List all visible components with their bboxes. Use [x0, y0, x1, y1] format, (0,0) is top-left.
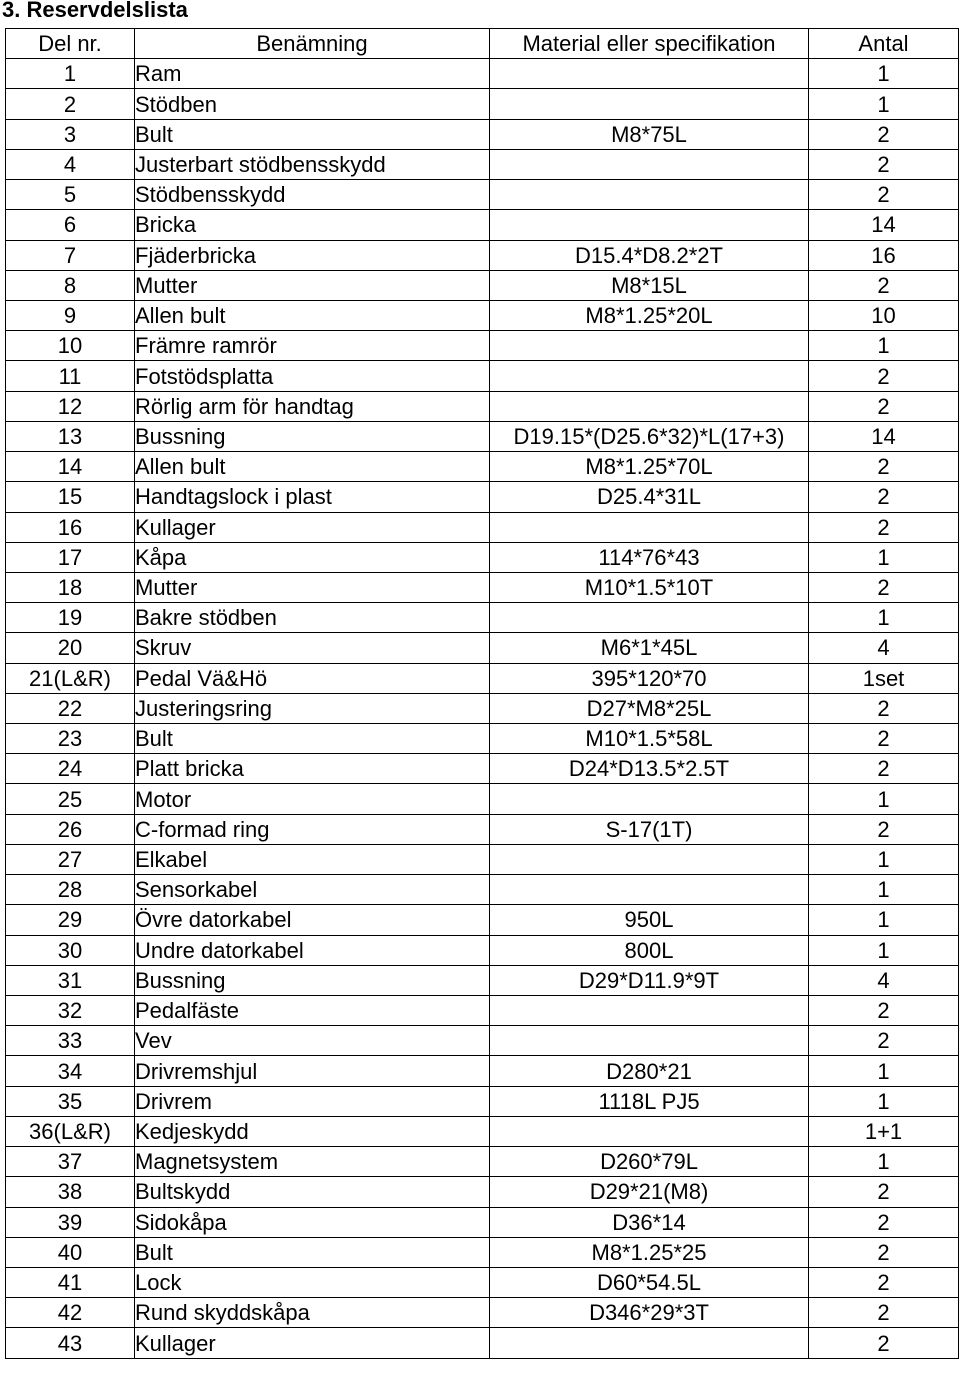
quantity-cell: 1	[809, 875, 959, 905]
part-name-cell: Lock	[135, 1267, 490, 1297]
quantity-cell: 2	[809, 119, 959, 149]
part-number-cell: 32	[6, 996, 135, 1026]
table-row	[6, 935, 959, 965]
material-cell: D27*M8*25L	[490, 693, 809, 723]
table-row	[6, 905, 959, 935]
table-row	[6, 663, 959, 693]
part-number-cell: 21(L&R)	[6, 663, 135, 693]
quantity-cell: 1	[809, 1056, 959, 1086]
table-row	[6, 1116, 959, 1146]
part-number-cell: 17	[6, 542, 135, 572]
quantity-cell: 2	[809, 724, 959, 754]
part-name-cell: Kullager	[135, 512, 490, 542]
part-name-cell: Allen bult	[135, 300, 490, 330]
material-cell: D280*21	[490, 1056, 809, 1086]
table-row	[6, 572, 959, 602]
part-name-cell: C-formad ring	[135, 814, 490, 844]
material-cell: 1118L PJ5	[490, 1086, 809, 1116]
part-name-cell: Bakre stödben	[135, 603, 490, 633]
part-number-cell: 20	[6, 633, 135, 663]
part-number-cell: 13	[6, 421, 135, 451]
part-name-cell: Sidokåpa	[135, 1207, 490, 1237]
part-number-cell: 19	[6, 603, 135, 633]
quantity-cell: 2	[809, 452, 959, 482]
part-name-cell: Stödbensskydd	[135, 180, 490, 210]
table-row	[6, 1328, 959, 1358]
part-number-cell: 3	[6, 119, 135, 149]
part-number-cell: 2	[6, 89, 135, 119]
parts-table-body	[6, 59, 959, 1358]
part-name-cell: Justerbart stödbensskydd	[135, 149, 490, 179]
table-row	[6, 210, 959, 240]
part-number-cell: 39	[6, 1207, 135, 1237]
table-row	[6, 965, 959, 995]
quantity-cell: 2	[809, 1328, 959, 1358]
table-row	[6, 59, 959, 89]
spare-parts-table	[5, 28, 959, 1359]
part-name-cell: Övre datorkabel	[135, 905, 490, 935]
part-name-cell: Rund skyddskåpa	[135, 1298, 490, 1328]
material-cell: 800L	[490, 935, 809, 965]
part-name-cell: Fjäderbricka	[135, 240, 490, 270]
part-number-cell: 42	[6, 1298, 135, 1328]
part-number-cell: 28	[6, 875, 135, 905]
material-cell: M8*1.25*20L	[490, 300, 809, 330]
table-row	[6, 452, 959, 482]
material-cell: D260*79L	[490, 1147, 809, 1177]
part-number-cell: 35	[6, 1086, 135, 1116]
quantity-cell: 14	[809, 210, 959, 240]
material-cell	[490, 996, 809, 1026]
part-number-cell: 38	[6, 1177, 135, 1207]
column-header-part-number: Del nr.	[6, 29, 135, 59]
part-name-cell: Bult	[135, 119, 490, 149]
material-cell: M8*15L	[490, 270, 809, 300]
material-cell	[490, 512, 809, 542]
table-row	[6, 603, 959, 633]
part-name-cell: Kåpa	[135, 542, 490, 572]
material-cell: D24*D13.5*2.5T	[490, 754, 809, 784]
table-row	[6, 119, 959, 149]
part-number-cell: 43	[6, 1328, 135, 1358]
part-number-cell: 33	[6, 1026, 135, 1056]
material-cell: 395*120*70	[490, 663, 809, 693]
header-row	[6, 29, 959, 59]
column-header-name: Benämning	[135, 29, 490, 59]
table-row	[6, 1056, 959, 1086]
material-cell	[490, 784, 809, 814]
quantity-cell: 1	[809, 1147, 959, 1177]
quantity-cell: 2	[809, 1207, 959, 1237]
part-number-cell: 4	[6, 149, 135, 179]
quantity-cell: 2	[809, 361, 959, 391]
part-number-cell: 1	[6, 59, 135, 89]
quantity-cell: 1	[809, 1086, 959, 1116]
page-heading: 3. Reservdelslista	[2, 0, 188, 22]
table-row	[6, 844, 959, 874]
material-cell: D19.15*(D25.6*32)*L(17+3)	[490, 421, 809, 451]
material-cell	[490, 59, 809, 89]
quantity-cell: 2	[809, 1237, 959, 1267]
material-cell	[490, 1026, 809, 1056]
table-row	[6, 784, 959, 814]
part-number-cell: 11	[6, 361, 135, 391]
part-name-cell: Magnetsystem	[135, 1147, 490, 1177]
table-row	[6, 754, 959, 784]
material-cell: D29*21(M8)	[490, 1177, 809, 1207]
quantity-cell: 16	[809, 240, 959, 270]
quantity-cell: 2	[809, 1177, 959, 1207]
part-name-cell: Motor	[135, 784, 490, 814]
part-name-cell: Bultskydd	[135, 1177, 490, 1207]
part-name-cell: Kedjeskydd	[135, 1116, 490, 1146]
part-number-cell: 34	[6, 1056, 135, 1086]
quantity-cell: 1	[809, 935, 959, 965]
part-name-cell: Kullager	[135, 1328, 490, 1358]
table-row	[6, 1207, 959, 1237]
quantity-cell: 2	[809, 814, 959, 844]
material-cell: D346*29*3T	[490, 1298, 809, 1328]
quantity-cell: 1set	[809, 663, 959, 693]
part-name-cell: Fotstödsplatta	[135, 361, 490, 391]
quantity-cell: 2	[809, 512, 959, 542]
part-name-cell: Stödben	[135, 89, 490, 119]
table-row	[6, 180, 959, 210]
part-number-cell: 41	[6, 1267, 135, 1297]
quantity-cell: 14	[809, 421, 959, 451]
table-row	[6, 542, 959, 572]
quantity-cell: 10	[809, 300, 959, 330]
table-row	[6, 331, 959, 361]
table-row	[6, 300, 959, 330]
material-cell: 950L	[490, 905, 809, 935]
table-row	[6, 1237, 959, 1267]
part-number-cell: 18	[6, 572, 135, 602]
material-cell: D60*54.5L	[490, 1267, 809, 1297]
material-cell	[490, 180, 809, 210]
material-cell: M8*1.25*70L	[490, 452, 809, 482]
quantity-cell: 2	[809, 482, 959, 512]
material-cell	[490, 149, 809, 179]
part-name-cell: Bussning	[135, 965, 490, 995]
part-name-cell: Allen bult	[135, 452, 490, 482]
part-number-cell: 7	[6, 240, 135, 270]
material-cell	[490, 391, 809, 421]
quantity-cell: 1+1	[809, 1116, 959, 1146]
material-cell	[490, 331, 809, 361]
part-number-cell: 37	[6, 1147, 135, 1177]
table-row	[6, 421, 959, 451]
part-number-cell: 23	[6, 724, 135, 754]
table-row	[6, 361, 959, 391]
quantity-cell: 2	[809, 572, 959, 602]
material-cell	[490, 1116, 809, 1146]
part-number-cell: 12	[6, 391, 135, 421]
quantity-cell: 1	[809, 89, 959, 119]
table-row	[6, 996, 959, 1026]
part-name-cell: Rörlig arm för handtag	[135, 391, 490, 421]
part-name-cell: Främre ramrör	[135, 331, 490, 361]
quantity-cell: 1	[809, 784, 959, 814]
part-number-cell: 8	[6, 270, 135, 300]
material-cell	[490, 1328, 809, 1358]
material-cell	[490, 89, 809, 119]
part-number-cell: 29	[6, 905, 135, 935]
part-name-cell: Vev	[135, 1026, 490, 1056]
table-row	[6, 1086, 959, 1116]
quantity-cell: 2	[809, 180, 959, 210]
material-cell: M8*1.25*25	[490, 1237, 809, 1267]
part-number-cell: 16	[6, 512, 135, 542]
part-name-cell: Mutter	[135, 270, 490, 300]
table-row	[6, 149, 959, 179]
table-row	[6, 1267, 959, 1297]
table-row	[6, 633, 959, 663]
material-cell: D15.4*D8.2*2T	[490, 240, 809, 270]
part-name-cell: Ram	[135, 59, 490, 89]
part-name-cell: Skruv	[135, 633, 490, 663]
part-number-cell: 24	[6, 754, 135, 784]
quantity-cell: 2	[809, 1026, 959, 1056]
part-name-cell: Bricka	[135, 210, 490, 240]
quantity-cell: 1	[809, 59, 959, 89]
part-name-cell: Pedal Vä&Hö	[135, 663, 490, 693]
quantity-cell: 2	[809, 270, 959, 300]
material-cell	[490, 844, 809, 874]
part-name-cell: Pedalfäste	[135, 996, 490, 1026]
part-number-cell: 15	[6, 482, 135, 512]
quantity-cell: 2	[809, 391, 959, 421]
quantity-cell: 2	[809, 1267, 959, 1297]
table-row	[6, 814, 959, 844]
quantity-cell: 1	[809, 331, 959, 361]
material-cell: M10*1.5*58L	[490, 724, 809, 754]
part-name-cell: Justeringsring	[135, 693, 490, 723]
part-number-cell: 27	[6, 844, 135, 874]
part-number-cell: 14	[6, 452, 135, 482]
quantity-cell: 4	[809, 633, 959, 663]
part-number-cell: 30	[6, 935, 135, 965]
material-cell	[490, 361, 809, 391]
part-number-cell: 26	[6, 814, 135, 844]
material-cell	[490, 875, 809, 905]
material-cell: D29*D11.9*9T	[490, 965, 809, 995]
part-name-cell: Undre datorkabel	[135, 935, 490, 965]
table-row	[6, 89, 959, 119]
part-number-cell: 25	[6, 784, 135, 814]
material-cell: D25.4*31L	[490, 482, 809, 512]
part-name-cell: Drivrem	[135, 1086, 490, 1116]
material-cell	[490, 603, 809, 633]
material-cell: S-17(1T)	[490, 814, 809, 844]
quantity-cell: 2	[809, 693, 959, 723]
material-cell: 114*76*43	[490, 542, 809, 572]
quantity-cell: 1	[809, 603, 959, 633]
material-cell: D36*14	[490, 1207, 809, 1237]
table-row	[6, 1177, 959, 1207]
quantity-cell: 2	[809, 149, 959, 179]
quantity-cell: 1	[809, 905, 959, 935]
material-cell	[490, 210, 809, 240]
table-row	[6, 693, 959, 723]
table-row	[6, 1026, 959, 1056]
table-row	[6, 270, 959, 300]
material-cell: M10*1.5*10T	[490, 572, 809, 602]
quantity-cell: 1	[809, 844, 959, 874]
material-cell: M8*75L	[490, 119, 809, 149]
material-cell: M6*1*45L	[490, 633, 809, 663]
table-row	[6, 482, 959, 512]
part-name-cell: Handtagslock i plast	[135, 482, 490, 512]
column-header-quantity: Antal	[809, 29, 959, 59]
part-number-cell: 22	[6, 693, 135, 723]
part-number-cell: 31	[6, 965, 135, 995]
quantity-cell: 2	[809, 1298, 959, 1328]
part-name-cell: Mutter	[135, 572, 490, 602]
part-name-cell: Drivremshjul	[135, 1056, 490, 1086]
part-name-cell: Elkabel	[135, 844, 490, 874]
quantity-cell: 1	[809, 542, 959, 572]
quantity-cell: 4	[809, 965, 959, 995]
column-header-material: Material eller specifikation	[490, 29, 809, 59]
part-number-cell: 6	[6, 210, 135, 240]
table-row	[6, 724, 959, 754]
table-row	[6, 512, 959, 542]
part-name-cell: Bussning	[135, 421, 490, 451]
table-row	[6, 1298, 959, 1328]
part-number-cell: 9	[6, 300, 135, 330]
part-number-cell: 5	[6, 180, 135, 210]
part-number-cell: 36(L&R)	[6, 1116, 135, 1146]
quantity-cell: 2	[809, 754, 959, 784]
part-number-cell: 40	[6, 1237, 135, 1267]
part-name-cell: Platt bricka	[135, 754, 490, 784]
table-row	[6, 1147, 959, 1177]
table-row	[6, 875, 959, 905]
part-number-cell: 10	[6, 331, 135, 361]
table-row	[6, 391, 959, 421]
part-name-cell: Bult	[135, 724, 490, 754]
table-row	[6, 240, 959, 270]
part-name-cell: Bult	[135, 1237, 490, 1267]
quantity-cell: 2	[809, 996, 959, 1026]
part-name-cell: Sensorkabel	[135, 875, 490, 905]
